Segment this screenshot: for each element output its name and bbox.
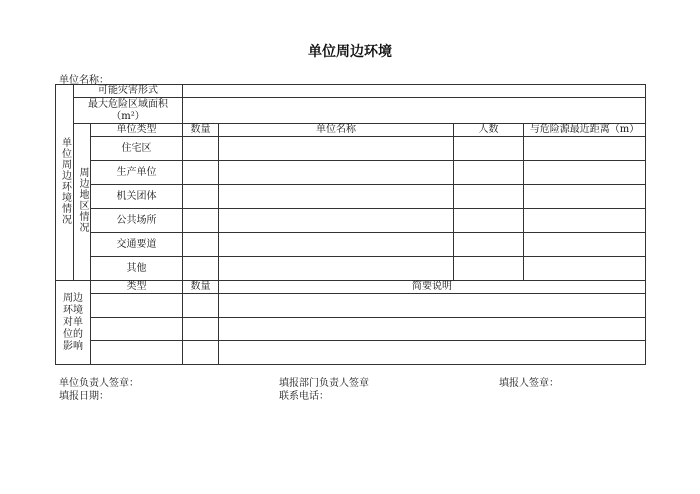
impact-row xyxy=(56,341,646,365)
table-cell[interactable] xyxy=(524,161,646,185)
table-cell[interactable] xyxy=(524,185,646,209)
unit-head-sign-label: 单位负责人签章： xyxy=(59,378,139,389)
column-header: 单位类型 xyxy=(91,124,183,137)
section2-label-line: 影响 xyxy=(63,340,83,352)
table-cell[interactable] xyxy=(183,209,219,233)
disaster-label: 可能灾害形式 xyxy=(98,85,158,96)
table-cell[interactable] xyxy=(219,318,646,341)
row-label: 其他 xyxy=(91,257,183,281)
table-cell[interactable] xyxy=(183,161,219,185)
impact-header: 类型 xyxy=(91,281,183,294)
section2-label-line: 周边 xyxy=(63,292,83,304)
row-label: 交通要道 xyxy=(91,233,183,257)
area-unit: （m²） xyxy=(111,110,145,122)
column-header: 人数 xyxy=(454,124,524,137)
table-cell[interactable] xyxy=(524,233,646,257)
contact-phone-label: 联系电话： xyxy=(279,391,329,402)
column-header: 数量 xyxy=(183,124,219,137)
impact-header: 简要说明 xyxy=(219,281,646,294)
table-cell[interactable] xyxy=(183,257,219,281)
table-cell[interactable] xyxy=(219,341,646,365)
table-row xyxy=(56,185,646,209)
table-cell[interactable] xyxy=(454,137,524,161)
table-cell[interactable] xyxy=(219,294,646,318)
unit-name-label: 单位名称： xyxy=(59,75,109,86)
table-cell[interactable] xyxy=(183,318,219,341)
table-cell[interactable] xyxy=(219,209,454,233)
table-cell[interactable] xyxy=(183,341,219,365)
table-cell[interactable] xyxy=(183,137,219,161)
table-cell[interactable] xyxy=(454,209,524,233)
table-cell[interactable] xyxy=(183,233,219,257)
table-row xyxy=(56,257,646,281)
reporter-sign-label: 填报人签章： xyxy=(499,378,559,389)
column-header: 与危险源最近距离（m） xyxy=(524,124,646,137)
impact-row xyxy=(56,318,646,341)
area-label: 最大危险区域面积 xyxy=(88,98,168,110)
section2-label-line: 环境 xyxy=(63,304,83,316)
column-header: 单位名称 xyxy=(219,124,454,137)
surroundings-table xyxy=(55,84,646,365)
table-cell[interactable] xyxy=(524,257,646,281)
disaster-label-cell xyxy=(74,85,183,98)
row-label: 生产单位 xyxy=(91,161,183,185)
table-cell[interactable] xyxy=(91,294,183,318)
row-label: 机关团体 xyxy=(91,185,183,209)
impact-row xyxy=(56,294,646,318)
table-cell[interactable] xyxy=(219,233,454,257)
table-cell[interactable] xyxy=(219,137,454,161)
table-cell[interactable] xyxy=(183,294,219,318)
table-cell[interactable] xyxy=(91,318,183,341)
page-title: 单位周边环境 xyxy=(308,44,392,60)
dept-head-sign-label: 填报部门负责人签章 xyxy=(279,378,369,389)
table-cell[interactable] xyxy=(219,161,454,185)
disaster-input[interactable] xyxy=(183,85,646,98)
table-cell[interactable] xyxy=(183,185,219,209)
section2-label-line: 对单 xyxy=(63,316,83,328)
table-row xyxy=(56,233,646,257)
table-cell[interactable] xyxy=(454,257,524,281)
surrounding-label-cell xyxy=(74,124,91,281)
table-row xyxy=(56,209,646,233)
section1-label: 单位周边环境情况 xyxy=(59,136,71,225)
table-cell[interactable] xyxy=(454,185,524,209)
impact-header: 数量 xyxy=(183,281,219,294)
section2-label-line: 位的 xyxy=(63,328,83,340)
row-label: 住宅区 xyxy=(91,137,183,161)
table-row xyxy=(56,161,646,185)
table-cell[interactable] xyxy=(524,209,646,233)
table-cell[interactable] xyxy=(524,137,646,161)
report-date-label: 填报日期： xyxy=(59,391,109,402)
table-cell[interactable] xyxy=(454,161,524,185)
table-cell[interactable] xyxy=(454,233,524,257)
area-label-cell xyxy=(74,98,183,124)
table-row xyxy=(56,137,646,161)
row-label: 公共场所 xyxy=(91,209,183,233)
table-cell[interactable] xyxy=(91,341,183,365)
table-cell[interactable] xyxy=(219,185,454,209)
area-input[interactable] xyxy=(183,98,646,124)
surrounding-label: 周边地区情况 xyxy=(77,167,88,233)
section1-label-cell xyxy=(56,85,74,281)
section2-label-cell xyxy=(56,281,91,365)
table-cell[interactable] xyxy=(219,257,454,281)
